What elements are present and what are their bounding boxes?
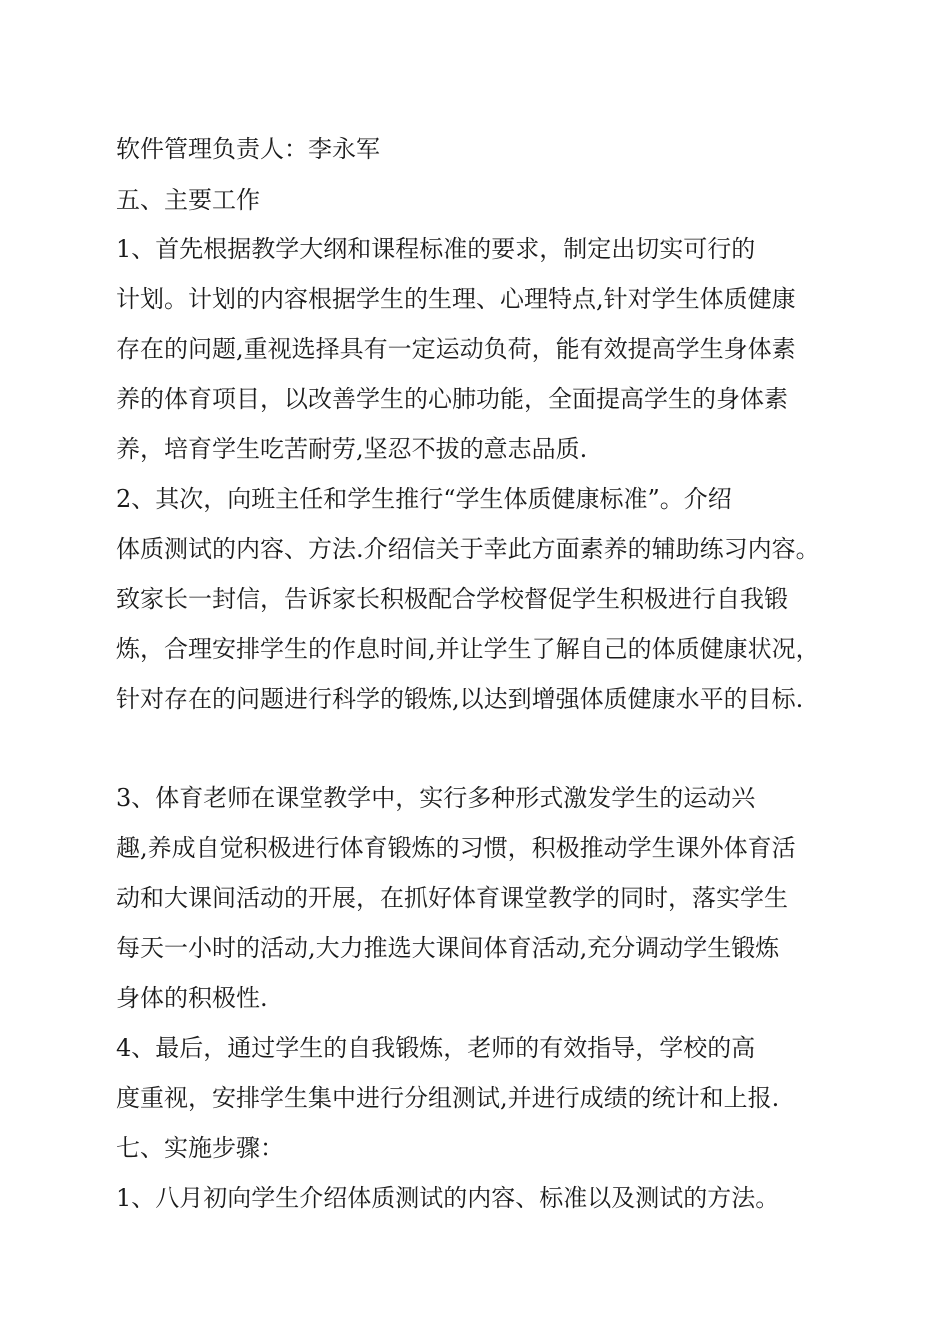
paragraph-1-line-4: 养的体育项目，以改善学生的心肺功能，全面提高学生的身体素 (116, 385, 788, 413)
steps-item-1: 1、八月初向学生介绍体质测试的内容、标准以及测试的方法。 (116, 1184, 780, 1212)
paragraph-4-line-1: 4、最后，通过学生的自我锻炼，老师的有效指导，学校的高 (116, 1034, 756, 1062)
paragraph-2-line-1: 2、其次，向班主任和学生推行“学生体质健康标准”。介绍 (116, 485, 732, 513)
paragraph-3-line-2: 趣,养成自觉积极进行体育锻炼的习惯，积极推动学生课外体育活 (116, 834, 796, 862)
paragraph-1-line-5: 养，培育学生吃苦耐劳,坚忍不拔的意志品质. (116, 435, 588, 463)
paragraph-3-line-5: 身体的积极性. (116, 984, 268, 1012)
paragraph-1-line-1: 1、首先根据教学大纲和课程标准的要求，制定出切实可行的 (116, 235, 756, 263)
paragraph-1-line-2: 计划。计划的内容根据学生的生理、心理特点,针对学生体质健康 (116, 285, 796, 313)
paragraph-4-line-2: 度重视，安排学生集中进行分组测试,并进行成绩的统计和上报. (116, 1084, 780, 1112)
paragraph-3-line-1: 3、体育老师在课堂教学中，实行多种形式激发学生的运动兴 (116, 784, 756, 812)
paragraph-2-line-5: 针对存在的问题进行科学的锻炼,以达到增强体质健康水平的目标. (116, 685, 804, 713)
section-heading-steps: 七、实施步骤： (116, 1134, 284, 1162)
software-manager-line: 软件管理负责人：李永军 (116, 135, 380, 163)
section-heading-main-work: 五、主要工作 (116, 186, 260, 214)
paragraph-1-line-3: 存在的问题,重视选择具有一定运动负荷，能有效提高学生身体素 (116, 335, 796, 363)
paragraph-2-line-2: 体质测试的内容、方法.介绍信关于幸此方面素养的辅助练习内容。 (116, 535, 820, 563)
paragraph-3-line-4: 每天一小时的活动,大力推选大课间体育活动,充分调动学生锻炼 (116, 934, 780, 962)
paragraph-3-line-3: 动和大课间活动的开展，在抓好体育课堂教学的同时，落实学生 (116, 884, 788, 912)
paragraph-2-line-3: 致家长一封信，告诉家长积极配合学校督促学生积极进行自我锻 (116, 585, 788, 613)
paragraph-2-line-4: 炼，合理安排学生的作息时间,并让学生了解自己的体质健康状况， (116, 635, 820, 663)
